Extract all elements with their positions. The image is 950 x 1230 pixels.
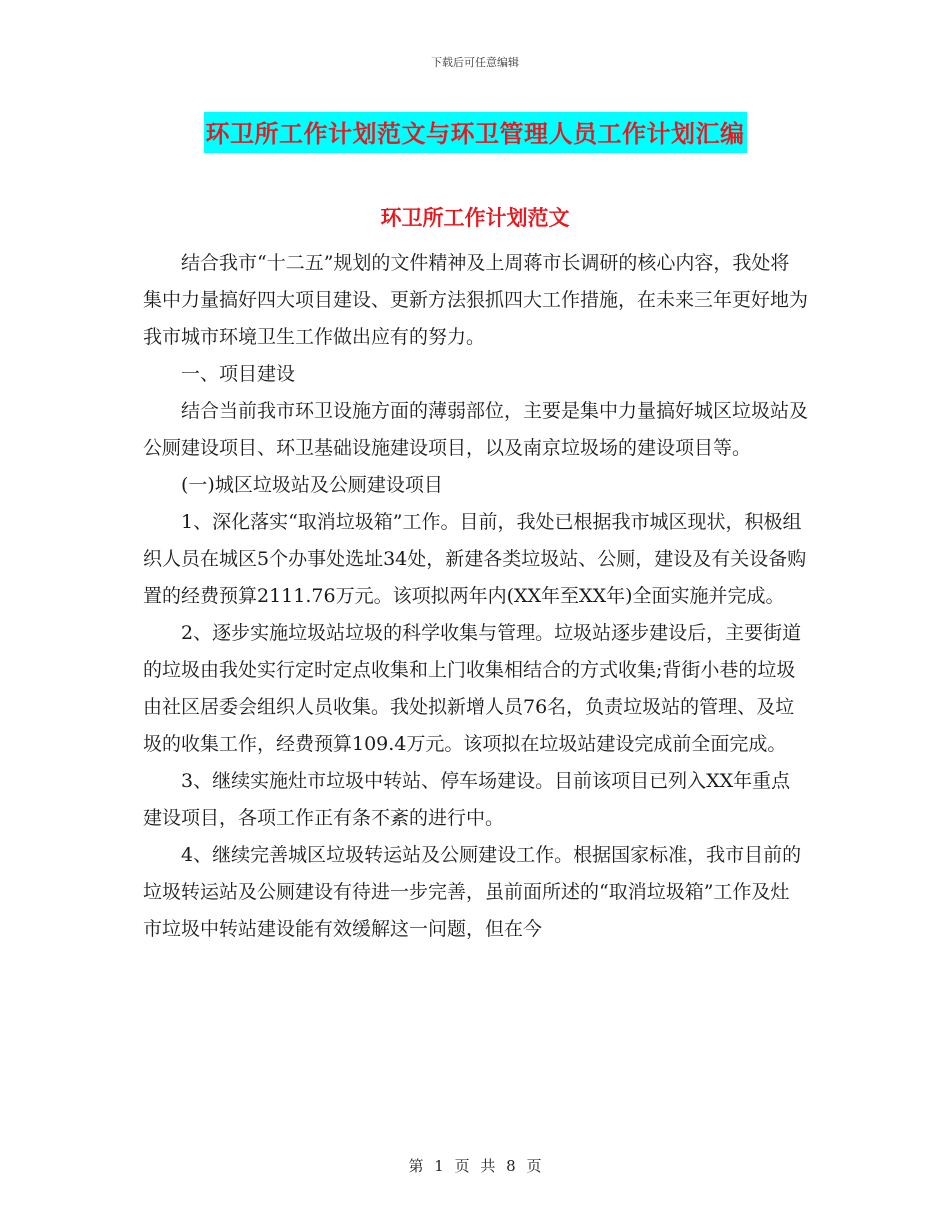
- paragraph: 3、继续实施灶市垃圾中转站、停车场建设。目前该项目已列入XX年重点建设项目，各项工作正有条不紊的进行中。: [143, 770, 791, 829]
- paragraph: (一)城区垃圾站及公厕建设项目: [181, 474, 443, 496]
- page-header-note: 下载后可任意编辑: [431, 56, 519, 69]
- document-title: 环卫所工作计划范文与环卫管理人员工作计划汇编: [204, 112, 747, 153]
- paragraph: 结合我市“十二五”规划的文件精神及上周蒋市长调研的核心内容，我处将集中力量搞好四大项目建设、更新方法狠抓四大工作措施，在未来三年更好地为我市城市环境卫生工作做出应有的努力。: [143, 252, 809, 348]
- paragraph: 2、逐步实施垃圾站垃圾的科学收集与管理。垃圾站逐步建设后，主要街道的垃圾由我处实行定时定点收集和上门收集相结合的方式收集;背街小巷的垃圾由社区居委会组织人员收集。我处拟新增人员76名，负责垃圾站的管理、及垃圾的收集工作，经费预算109.4万元。该项拟在垃圾站建设完成前全面完成。: [143, 622, 802, 755]
- paragraph: 4、继续完善城区垃圾转运站及公厕建设工作。根据国家标准，我市目前的垃圾转运站及公厕建设有待进一步完善，虽前面所述的“取消垃圾箱”工作及灶市垃圾中转站建设能有效缓解这一问题，但在今: [143, 844, 802, 940]
- paragraph: 结合当前我市环卫设施方面的薄弱部位，主要是集中力量搞好城区垃圾站及公厕建设项目、环卫基础设施建设项目，以及南京垃圾场的建设项目等。: [143, 400, 809, 459]
- paragraph: 一、项目建设: [181, 363, 296, 385]
- page-number: 第 1 页 共 8 页: [408, 1157, 542, 1175]
- document-title-wrapper: [0, 112, 950, 153]
- paragraph: 1、深化落实“取消垃圾箱”工作。目前，我处已根据我市城区现状，积极组织人员在城区5个办事处选址34处，新建各类垃圾站、公厕，建设及有关设备购置的经费预算2111.76万元。该项拟两年内(XX年至XX年)全面实施并完成。: [143, 511, 807, 607]
- document-body: [143, 245, 808, 948]
- section-title: 环卫所工作计划范文: [380, 205, 570, 230]
